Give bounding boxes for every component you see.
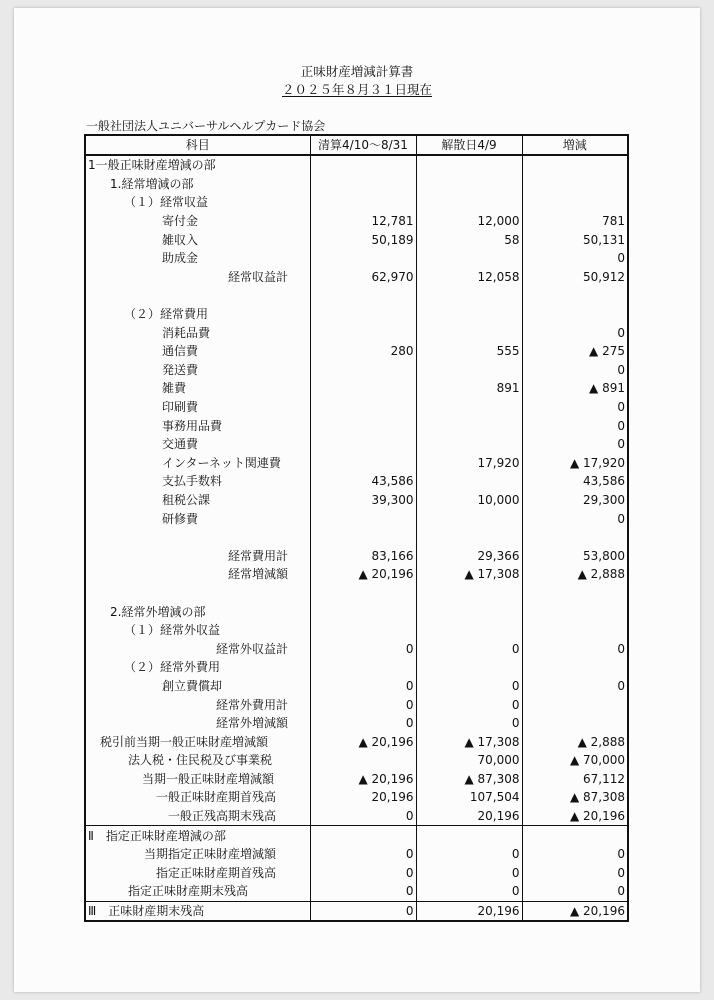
value-liquidation [310, 193, 416, 212]
account-label: 支払手数料 [85, 472, 310, 491]
value-change: 0 [617, 400, 625, 415]
value-change [522, 305, 628, 324]
value-liquidation [310, 379, 416, 398]
value-dissolution [416, 193, 522, 212]
value-change [522, 714, 628, 733]
value-dissolution: ▲ 17,308 [416, 565, 522, 584]
table-row [85, 658, 628, 677]
account-label: 事務用品費 [85, 416, 310, 435]
table-row [85, 342, 628, 361]
value-dissolution: 12,000 [416, 212, 522, 231]
account-label: 雑収入 [85, 230, 310, 249]
value-change: 0 [617, 678, 625, 693]
value-dissolution [416, 286, 522, 305]
value-change [522, 155, 628, 175]
value-dissolution: 107,504 [416, 788, 522, 807]
value-liquidation [310, 509, 416, 528]
value-liquidation: 62,970 [310, 268, 416, 287]
account-label [85, 286, 310, 305]
value-change: 0 [617, 251, 625, 266]
account-label: 交通費 [85, 435, 310, 454]
document-title: 正味財産増減計算書 [300, 64, 414, 79]
value-liquidation: 0 [310, 714, 416, 733]
table-row [85, 509, 628, 528]
value-liquidation [310, 155, 416, 175]
table-row [85, 398, 628, 417]
value-change: 0 [617, 641, 625, 656]
value-dissolution [416, 584, 522, 603]
table-row [85, 565, 628, 584]
value-dissolution [416, 658, 522, 677]
value-dissolution [416, 305, 522, 324]
value-change [522, 193, 628, 212]
account-label: 租税公課 [85, 491, 310, 510]
value-dissolution: 70,000 [416, 751, 522, 770]
account-label [85, 584, 310, 603]
account-label: 経常外収益計 [85, 639, 310, 658]
value-dissolution [416, 621, 522, 640]
table-row [85, 361, 628, 380]
value-liquidation [310, 286, 416, 305]
account-label: 経常外費用計 [85, 695, 310, 714]
table-row [85, 864, 628, 883]
value-dissolution: 10,000 [416, 491, 522, 510]
value-dissolution: 58 [416, 230, 522, 249]
table-row [85, 472, 628, 491]
account-label: 税引前当期一般正味財産増減額 [85, 732, 310, 751]
value-change: 53,800 [583, 548, 625, 563]
value-liquidation [310, 416, 416, 435]
account-label: インターネット関連費 [85, 454, 310, 473]
account-label: 雑費 [85, 379, 310, 398]
value-liquidation [310, 323, 416, 342]
value-dissolution: 0 [416, 864, 522, 883]
document-date: ２０２５年８月３１日現在 [281, 82, 432, 97]
value-liquidation [310, 658, 416, 677]
value-dissolution: 20,196 [416, 807, 522, 826]
value-dissolution: 0 [416, 695, 522, 714]
value-liquidation [310, 398, 416, 417]
account-label: 当期一般正味財産増減額 [85, 770, 310, 789]
value-change: ▲ 20,196 [522, 901, 628, 921]
account-label: 消耗品費 [85, 323, 310, 342]
organization-name: 一般社団法人ユニバーサルヘルプカード協会 [86, 119, 326, 133]
value-liquidation [310, 584, 416, 603]
value-change: 0 [617, 325, 625, 340]
value-liquidation: 43,586 [310, 472, 416, 491]
table-row [85, 155, 628, 175]
value-change: ▲ 17,920 [569, 455, 625, 470]
value-dissolution [416, 472, 522, 491]
value-liquidation: ▲ 20,196 [310, 770, 416, 789]
value-change: ▲ 2,888 [577, 734, 625, 749]
value-change: ▲ 891 [589, 381, 625, 396]
value-dissolution: 12,058 [416, 268, 522, 287]
value-change [522, 286, 628, 305]
value-change: 781 [602, 214, 625, 229]
account-label: 経常外増減額 [85, 714, 310, 733]
value-liquidation: 0 [310, 677, 416, 696]
account-label: （１）経常収益 [85, 193, 310, 212]
value-liquidation [310, 826, 416, 845]
account-label: 2.経常外増減の部 [85, 602, 310, 621]
account-label: 指定正味財産期首残高 [85, 864, 310, 883]
account-label: 印刷費 [85, 398, 310, 417]
value-liquidation: 280 [310, 342, 416, 361]
table-row [85, 268, 628, 287]
account-label: 経常収益計 [85, 268, 310, 287]
account-label: 一般正残高期末残高 [85, 807, 310, 826]
account-label: 当期指定正味財産増減額 [85, 845, 310, 864]
value-change: ▲ 70,000 [569, 753, 625, 768]
table-row [85, 677, 628, 696]
value-liquidation [310, 435, 416, 454]
value-liquidation: 0 [310, 901, 416, 921]
value-dissolution: 0 [416, 677, 522, 696]
value-change: 43,586 [583, 474, 625, 489]
value-change: 0 [617, 847, 625, 862]
account-label [85, 528, 310, 547]
column-header-account: 科目 [85, 135, 310, 155]
value-change [522, 826, 628, 845]
account-label: （２）経常費用 [85, 305, 310, 324]
table-row [85, 845, 628, 864]
value-dissolution [416, 249, 522, 268]
value-dissolution: 0 [416, 882, 522, 901]
value-change [522, 602, 628, 621]
table-row [85, 602, 628, 621]
value-liquidation: 0 [310, 864, 416, 883]
account-label: 寄付金 [85, 212, 310, 231]
account-label: 発送費 [85, 361, 310, 380]
value-dissolution: 0 [416, 639, 522, 658]
table-row [85, 584, 628, 603]
value-dissolution [416, 398, 522, 417]
table-row [85, 901, 628, 921]
value-liquidation: 0 [310, 882, 416, 901]
header-row [85, 135, 628, 155]
value-change: 0 [617, 884, 625, 899]
value-liquidation: 0 [310, 695, 416, 714]
value-dissolution [416, 323, 522, 342]
table-row [85, 212, 628, 231]
value-liquidation [310, 528, 416, 547]
value-change [522, 175, 628, 194]
account-label: （２）経常外費用 [85, 658, 310, 677]
value-liquidation [310, 175, 416, 194]
value-liquidation [310, 751, 416, 770]
value-dissolution [416, 416, 522, 435]
value-change [522, 528, 628, 547]
table-row [85, 826, 628, 845]
value-change: 0 [617, 418, 625, 433]
value-liquidation: 20,196 [310, 788, 416, 807]
value-liquidation [310, 454, 416, 473]
value-liquidation: 0 [310, 845, 416, 864]
value-dissolution: 20,196 [416, 901, 522, 921]
value-dissolution [416, 361, 522, 380]
account-label: 創立費償却 [85, 677, 310, 696]
value-liquidation: ▲ 20,196 [310, 565, 416, 584]
value-dissolution [416, 528, 522, 547]
value-dissolution: 0 [416, 845, 522, 864]
column-header-change: 増減 [522, 135, 628, 155]
account-label: Ⅱ 指定正味財産増減の部 [85, 826, 310, 845]
value-change: 50,912 [583, 269, 625, 284]
value-dissolution: 29,366 [416, 546, 522, 565]
column-header-liquidation: 清算4/10～8/31 [310, 135, 416, 155]
account-label: 研修費 [85, 509, 310, 528]
table-row [85, 249, 628, 268]
value-liquidation: 50,189 [310, 230, 416, 249]
table-row [85, 175, 628, 194]
value-change: 50,131 [583, 232, 625, 247]
value-change [522, 695, 628, 714]
account-label: Ⅲ 正味財産期末残高 [85, 901, 310, 921]
account-label: 一般正味財産期首残高 [85, 788, 310, 807]
table-row [85, 621, 628, 640]
value-change: ▲ 87,308 [569, 790, 625, 805]
table-row [85, 454, 628, 473]
value-dissolution [416, 155, 522, 175]
table-row [85, 788, 628, 807]
table-row [85, 416, 628, 435]
table-row [85, 695, 628, 714]
value-dissolution [416, 602, 522, 621]
value-liquidation: 0 [310, 807, 416, 826]
table-row [85, 230, 628, 249]
value-change: 67,112 [583, 771, 625, 786]
value-change: ▲ 20,196 [569, 809, 625, 824]
value-liquidation [310, 305, 416, 324]
table-row [85, 323, 628, 342]
table-row [85, 882, 628, 901]
value-liquidation: 83,166 [310, 546, 416, 565]
value-change: 29,300 [583, 492, 625, 507]
value-dissolution: ▲ 17,308 [416, 732, 522, 751]
table-row [85, 379, 628, 398]
value-change: ▲ 275 [589, 344, 625, 359]
table-row [85, 305, 628, 324]
value-dissolution [416, 826, 522, 845]
value-liquidation: ▲ 20,196 [310, 732, 416, 751]
table-row [85, 528, 628, 547]
table-row [85, 546, 628, 565]
account-label: 指定正味財産期末残高 [85, 882, 310, 901]
table-row [85, 770, 628, 789]
account-label: 助成金 [85, 249, 310, 268]
table-row [85, 193, 628, 212]
account-label: 経常費用計 [85, 546, 310, 565]
value-liquidation: 12,781 [310, 212, 416, 231]
table-row [85, 435, 628, 454]
value-liquidation [310, 621, 416, 640]
account-label: 経常増減額 [85, 565, 310, 584]
table-row [85, 639, 628, 658]
statement-table [84, 134, 629, 922]
value-change: 0 [617, 865, 625, 880]
table-row [85, 714, 628, 733]
value-change: 0 [617, 362, 625, 377]
table-row [85, 286, 628, 305]
value-dissolution [416, 435, 522, 454]
value-liquidation [310, 249, 416, 268]
table-row [85, 732, 628, 751]
value-change: ▲ 2,888 [577, 567, 625, 582]
value-dissolution: ▲ 87,308 [416, 770, 522, 789]
value-dissolution: 891 [416, 379, 522, 398]
value-dissolution [416, 175, 522, 194]
value-liquidation [310, 361, 416, 380]
column-header-dissolution: 解散日4/9 [416, 135, 522, 155]
table-row [85, 807, 628, 826]
value-dissolution: 555 [416, 342, 522, 361]
value-change [522, 621, 628, 640]
account-label: 1.経常増減の部 [85, 175, 310, 194]
value-change: 0 [617, 437, 625, 452]
value-change [522, 658, 628, 677]
value-liquidation: 39,300 [310, 491, 416, 510]
value-liquidation: 0 [310, 639, 416, 658]
value-dissolution: 0 [416, 714, 522, 733]
account-label: 法人税・住民税及び事業税 [85, 751, 310, 770]
statement-body [85, 155, 628, 921]
value-change: 0 [617, 511, 625, 526]
account-label: 通信費 [85, 342, 310, 361]
account-label: （１）経常外収益 [85, 621, 310, 640]
table-row [85, 751, 628, 770]
value-change [522, 584, 628, 603]
value-dissolution [416, 509, 522, 528]
table-row [85, 491, 628, 510]
account-label: 1一般正味財産増減の部 [85, 155, 310, 175]
value-liquidation [310, 602, 416, 621]
value-dissolution: 17,920 [416, 454, 522, 473]
